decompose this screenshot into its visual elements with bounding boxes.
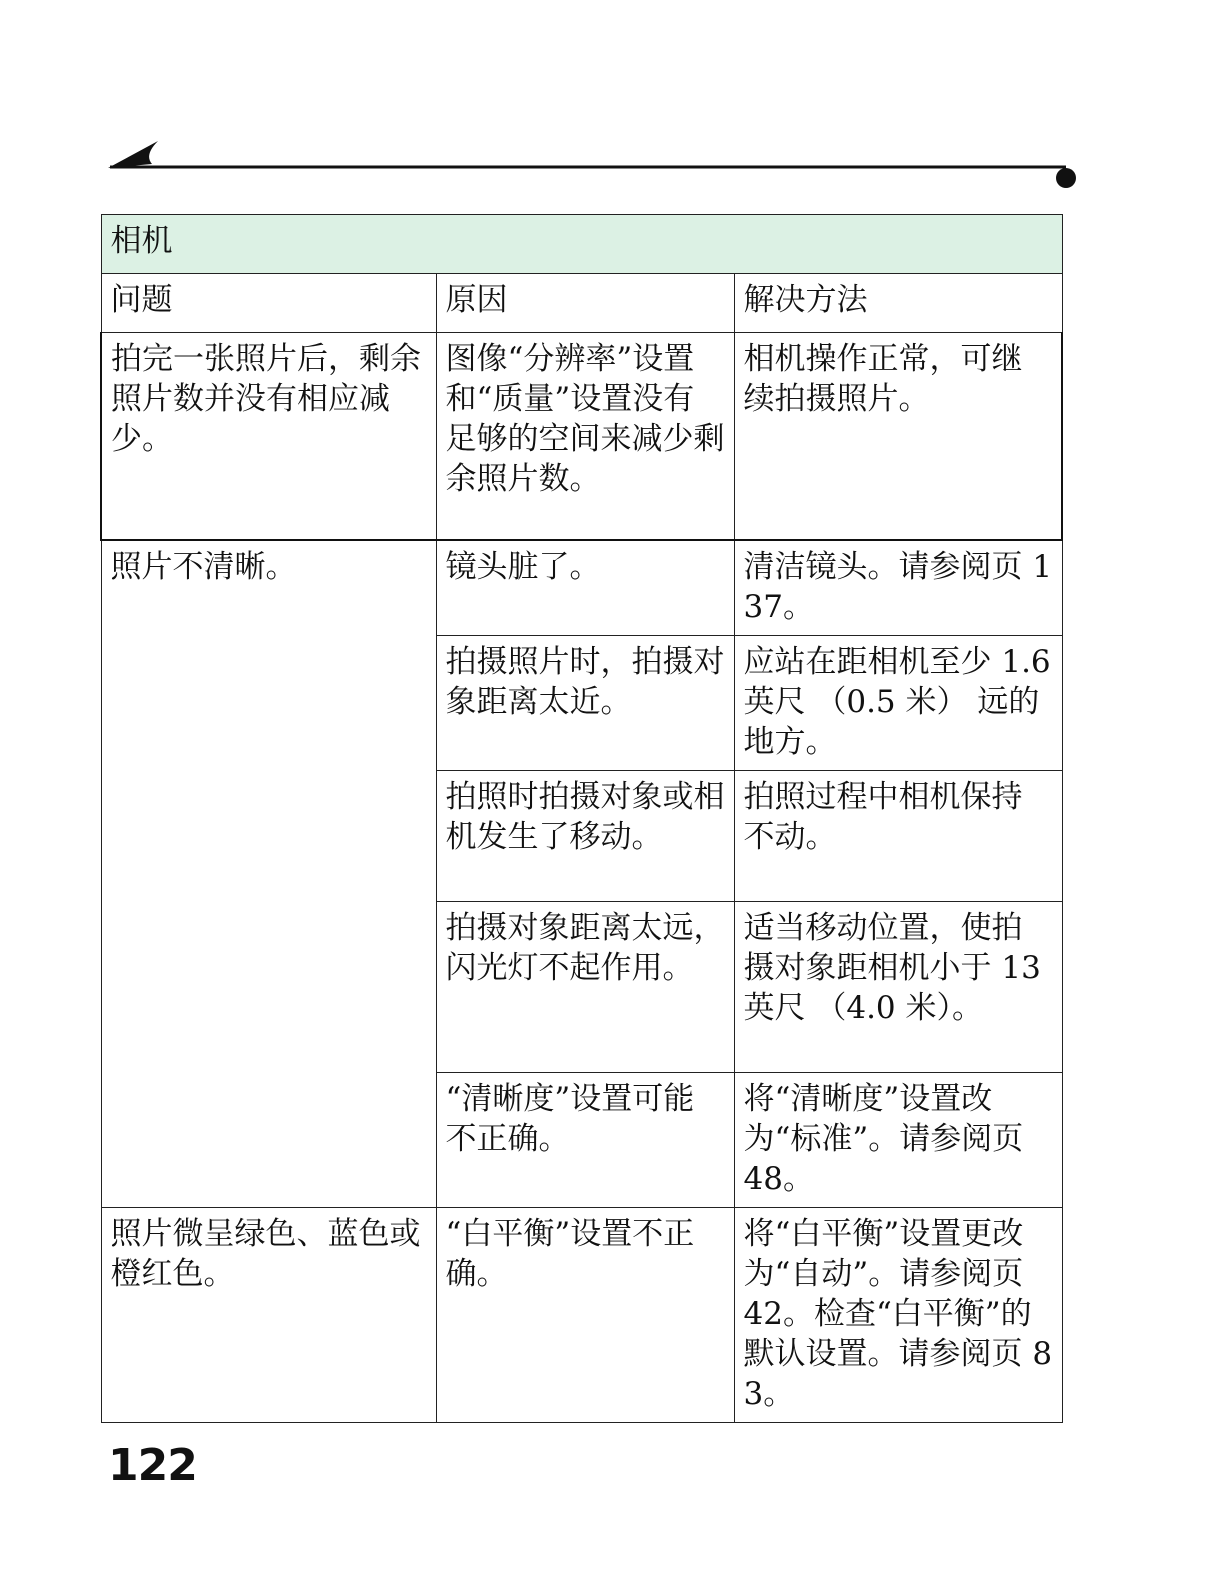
- problem-cell: 照片不清晰。: [101, 540, 436, 1208]
- cause-cell: 拍摄对象距离太远，闪光灯不起作用。: [436, 902, 734, 1073]
- solution-cell: 将“清晰度”设置改为“标准”。请参阅页 48。: [734, 1073, 1062, 1208]
- solution-cell: 相机操作正常，可继续拍摄照片。: [734, 333, 1062, 541]
- section-title: 相机: [101, 215, 1062, 274]
- rule-end-dot-icon: [1056, 168, 1076, 188]
- solution-cell: 拍照过程中相机保持不动。: [734, 771, 1062, 902]
- solution-cell: 将“白平衡”设置更改为“自动”。请参阅页 42。检查“白平衡”的默认设置。请参阅页 83。: [734, 1208, 1062, 1423]
- cause-cell: 拍摄照片时，拍摄对象距离太近。: [436, 636, 734, 771]
- table-row: [101, 1208, 1062, 1423]
- solution-cell: 适当移动位置，使拍摄对象距相机小于 13 英尺 （4.0 米）。: [734, 902, 1062, 1073]
- cause-cell: “白平衡”设置不正确。: [436, 1208, 734, 1423]
- table-row: [101, 333, 1062, 541]
- solution-cell: 清洁镜头。请参阅页 137。: [734, 540, 1062, 636]
- header-rule-decoration: [100, 135, 1090, 195]
- problem-cell: 拍完一张照片后，剩余照片数并没有相应减少。: [101, 333, 436, 541]
- table-row: [101, 540, 1062, 636]
- problem-cell: 照片微呈绿色、蓝色或橙红色。: [101, 1208, 436, 1423]
- solution-cell: 应站在距相机至少 1.6 英尺 （0.5 米） 远的地方。: [734, 636, 1062, 771]
- cause-cell: 镜头脏了。: [436, 540, 734, 636]
- column-header-solution: 解决方法: [734, 274, 1062, 333]
- cause-cell: 拍照时拍摄对象或相机发生了移动。: [436, 771, 734, 902]
- page-number: 122: [108, 1440, 197, 1491]
- cause-cell: “清晰度”设置可能不正确。: [436, 1073, 734, 1208]
- swoosh-arrow-icon: [108, 141, 158, 168]
- column-header-problem: 问题: [101, 274, 436, 333]
- troubleshooting-table: [100, 214, 1063, 1423]
- column-header-cause: 原因: [436, 274, 734, 333]
- cause-cell: 图像“分辨率”设置和“质量”设置没有足够的空间来减少剩余照片数。: [436, 333, 734, 541]
